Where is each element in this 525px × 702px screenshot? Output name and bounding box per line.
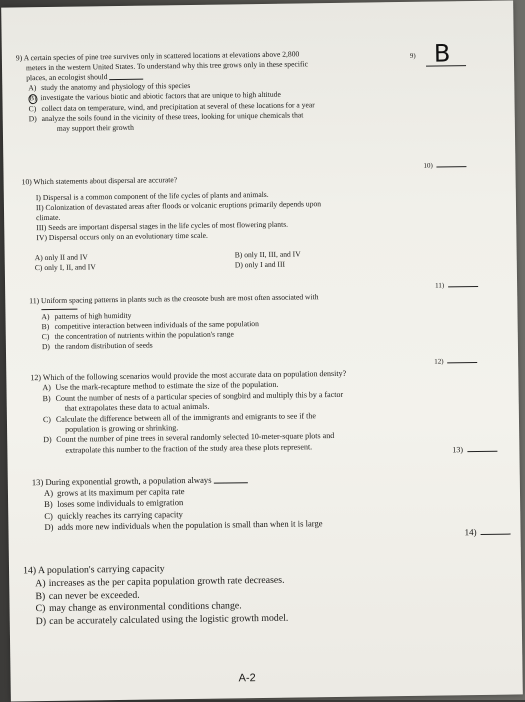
answer-label-14: 14) <box>464 527 510 538</box>
question-stem: 11) Uniform spacing patterns in plants such as the creosote bush are most often associated with <box>29 292 319 306</box>
question-14 <box>23 559 494 630</box>
option-b: B) loses some individuals to emigration <box>44 497 184 510</box>
page-footer: A-2 <box>238 672 256 685</box>
option-c: C) may change as environmental conditions change. <box>35 600 242 615</box>
option-grid <box>23 248 423 274</box>
option-d: D) can be accurately calculated using the logistic growth model. <box>35 612 289 628</box>
option-b: B) can never be exceeded. <box>35 589 140 602</box>
option-d: D) only I and III <box>234 259 286 270</box>
option-d-continued: extrapolate this number to the fraction of the study area these plots represent. <box>65 442 313 455</box>
answer-line-10 <box>437 166 467 167</box>
question-stem: meters in the western United States. To understand why this tree grows only in these specific <box>25 59 308 73</box>
option-d: D) the random distribution of seeds <box>41 340 153 352</box>
option-d: D) adds more new individuals when the population is small than when it is large <box>44 517 323 532</box>
option-b: B) competitive interaction between individuals of the same population <box>41 319 259 332</box>
statement-2-continued: climate. <box>36 212 61 223</box>
option-a: A) only II and IV <box>34 252 88 263</box>
option-b: B) Count the number of nests of a particular species of songbird and multiply this by a factor <box>42 389 344 403</box>
statement-4: IV) Dispersal occurs only on an evolutionary time scale. <box>36 230 208 243</box>
question-12 <box>30 368 441 457</box>
option-c-continued: population is growing or shrinking. <box>65 423 179 434</box>
answer-label-9: 9) <box>409 51 416 60</box>
option-c: C) Calculate the difference between all of the immigrants and emigrants to see if the <box>42 410 316 424</box>
option-b-continued: that extrapolates these data to actual animals. <box>64 401 210 413</box>
answer-line-12 <box>448 362 478 363</box>
answer-blank <box>41 308 77 311</box>
question-stem: 13) During exponential growth, a population always <box>32 471 472 488</box>
question-stem: 9) A certain species of pine tree survives only in scattered locations at elevations above 2,800 <box>15 49 300 63</box>
option-a: A) increases as the per capita population growth rate decreases. <box>35 574 285 589</box>
option-c: C) collect data on temperature, wind, and precipitation at several of these locations for a year <box>28 100 315 114</box>
answer-blank <box>214 482 248 483</box>
answer-line-13 <box>467 451 497 452</box>
answer-line-14 <box>481 534 511 535</box>
option-b: B) only II, III, and IV <box>234 249 301 260</box>
question-11 <box>29 291 430 353</box>
answer-label-11: 11) <box>435 281 478 290</box>
option-d: D) analyze the soils found in the vicinity of these trees, looking for unique chemicals that <box>28 110 304 124</box>
statement-1: I) Dispersal is a common component of the life cycles of plants and animals. <box>35 189 269 203</box>
option-b-circled: B) investigate the various biotic and abiotic factors that are unique to high altitude <box>16 88 416 105</box>
statement-3: III) Seeds are important dispersal stages in the life cycles of most flowering plants. <box>36 219 289 233</box>
option-c: C) only I, II, and IV <box>34 262 96 273</box>
answer-blank <box>110 79 144 80</box>
option-a: A) study the anatomy and physiology of this species <box>28 80 191 93</box>
option-a: A) Use the mark-recapture method to estimate the size of the population. <box>42 380 279 393</box>
option-c: C) quickly reaches its carrying capacity <box>44 508 184 521</box>
option-a: A) patterns of high humidity <box>41 310 132 322</box>
answer-label-12: 12) <box>434 357 477 366</box>
option-d: D) Count the number of pine trees in several randomly selected 10-meter-square plots and <box>43 431 335 445</box>
answer-line-11 <box>448 286 478 287</box>
question-stem: 14) A population's carrying capacity <box>22 563 165 577</box>
answer-label-13: 13) <box>452 445 497 455</box>
question-13 <box>32 471 473 533</box>
statement-2: II) Colonization of devastated areas after floods or volcanic eruptions primarily depends upon <box>35 199 322 213</box>
option-c: C) the concentration of nutrients within the population's range <box>41 329 234 342</box>
option-d-continued: may support their growth <box>56 122 134 133</box>
question-9 <box>16 48 417 135</box>
question-stem: 12) Which of the following scenarios would provide the most accurate data on population density? <box>30 368 347 383</box>
question-stem: 10) Which statements about dispersal are accurate? <box>21 175 178 187</box>
exam-page <box>1 0 523 701</box>
question-stem: places, an ecologist should <box>16 68 416 84</box>
handwritten-answer: B <box>433 39 451 68</box>
option-a: A) grows at its maximum per capita rate <box>43 486 185 499</box>
answer-label-10: 10) <box>423 161 466 170</box>
question-10 <box>22 172 423 274</box>
